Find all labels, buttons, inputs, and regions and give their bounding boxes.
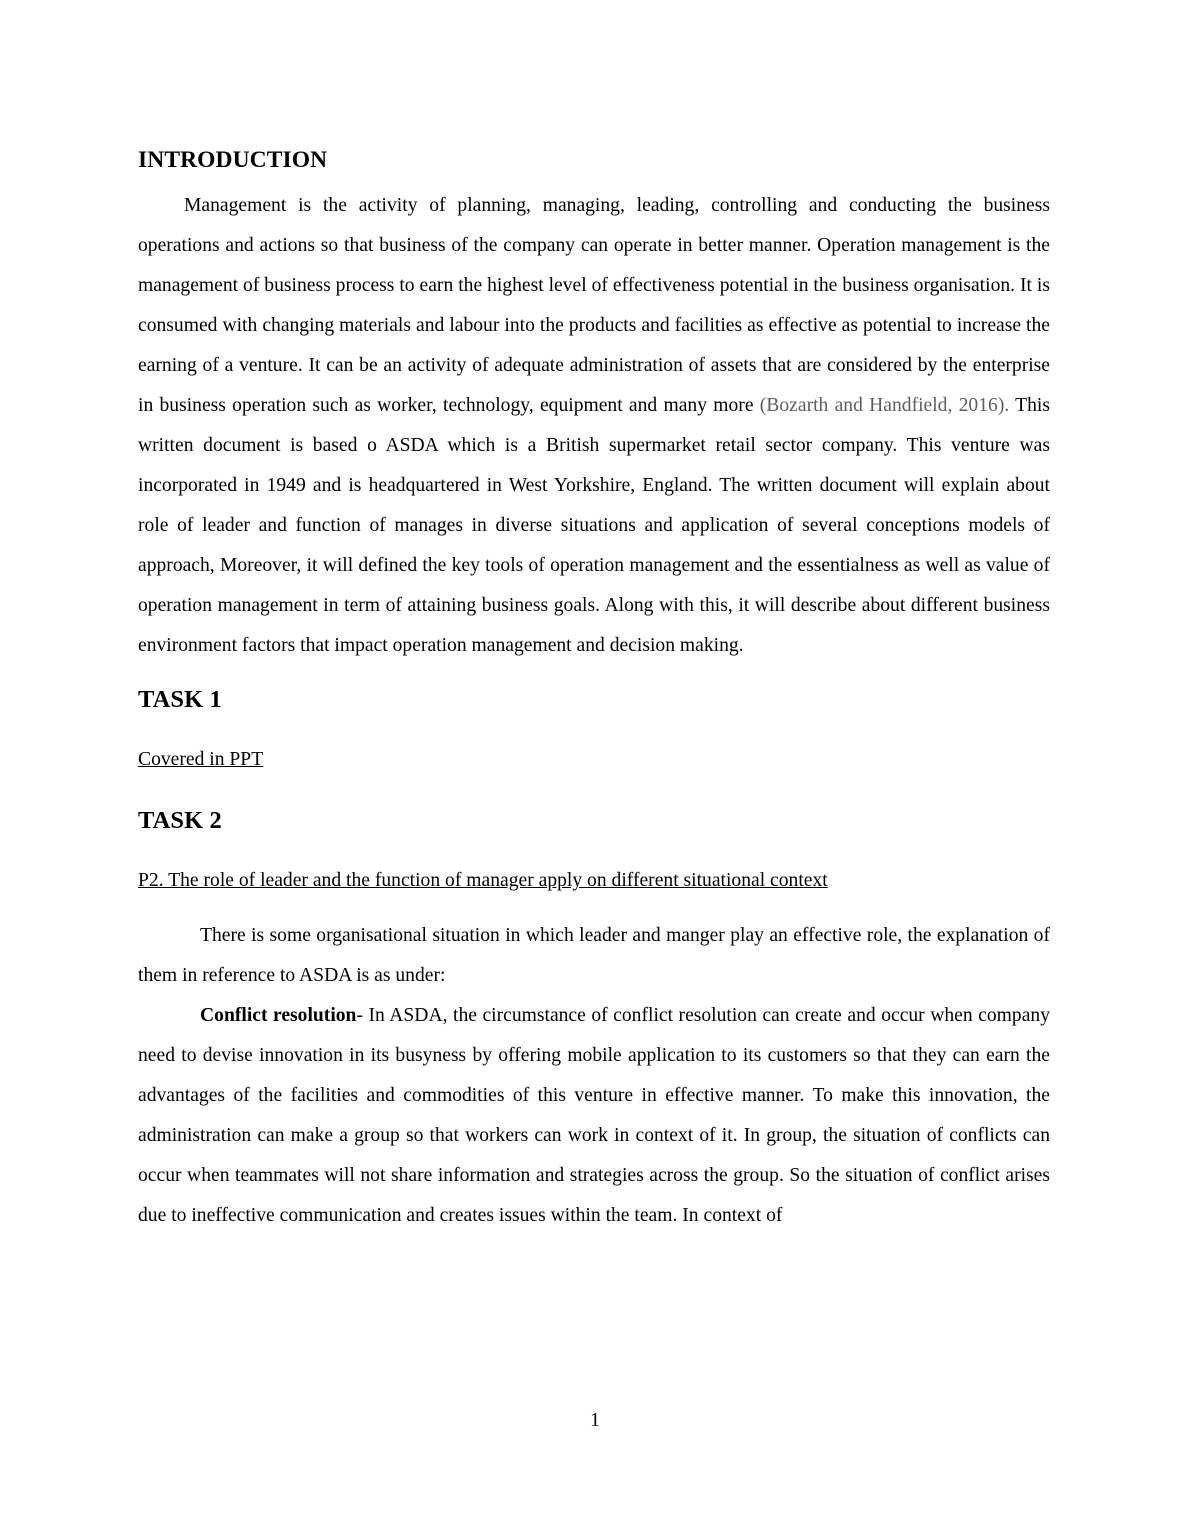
conflict-resolution-lead-in: Conflict resolution [200, 1005, 357, 1026]
document-content [138, 140, 1050, 1236]
task2-intro-paragraph: There is some organisational situation in which leader and manger play an effective role, the explanation of them in reference to ASDA is as under: [138, 925, 1050, 986]
task2-subheading: P2. The role of leader and the function of manager apply on different situational context [138, 870, 828, 891]
task2-subheading-row [138, 861, 1050, 902]
task1-heading: TASK 1 [138, 686, 222, 713]
conflict-resolution-paragraph [138, 996, 1050, 1236]
citation-bozarth-handfield: (Bozarth and Handfield, 2016). [759, 395, 1010, 416]
task1-note-row [138, 740, 1050, 781]
spacer [138, 902, 1050, 916]
spacer [138, 720, 1050, 740]
task2-heading: TASK 2 [138, 807, 222, 834]
spacer [138, 666, 1050, 680]
page-number: 1 [590, 1410, 600, 1431]
conflict-resolution-body: - In ASDA, the circumstance of conflict resolution can create and occur when company need to devise innovation in its busyness by offering mobile application to its customers so that they can earn the advantages of the facilities and commodities of this venture in effective manner. To make this innovation, the administration can make a group so that workers can work in context of it. In group, the situation of conflicts can occur when teammates will not share information and strategies across the group. So the situation of conflict arises due to ineffective communication and creates issues within the team. In context of [138, 1005, 1051, 1226]
introduction-paragraph [138, 186, 1050, 666]
task1-note: Covered in PPT [138, 749, 264, 770]
introduction-heading: INTRODUCTION [138, 147, 328, 173]
spacer [138, 781, 1050, 801]
introduction-paragraph-part1: Management is the activity of planning, managing, leading, controlling and conducting the business operations and actions so that business of the company can operate in better manner. Operation management is the management of business process to earn the highest level of effectiveness potential in the business organisation. It is consumed with changing materials and labour into the products and facilities as effective as potential to increase the earning of a venture. It can be an activity of adequate administration of assets that are considered by the enterprise in business operation such as worker, technology, equipment and many more [138, 195, 1050, 416]
spacer [138, 841, 1050, 861]
introduction-paragraph-part2: This written document is based o ASDA which is a British supermarket retail sector company. This venture was incorporated in 1949 and is headquartered in West Yorkshire, England. The written document will explain about role of leader and function of manages in diverse situations and application of several conceptions models of approach, Moreover, it will defined the key tools of operation management and the essentialness as well as value of operation management in term of attaining business goals. Along with this, it will describe about different business environment factors that impact operation management and decision making. [138, 395, 1050, 656]
